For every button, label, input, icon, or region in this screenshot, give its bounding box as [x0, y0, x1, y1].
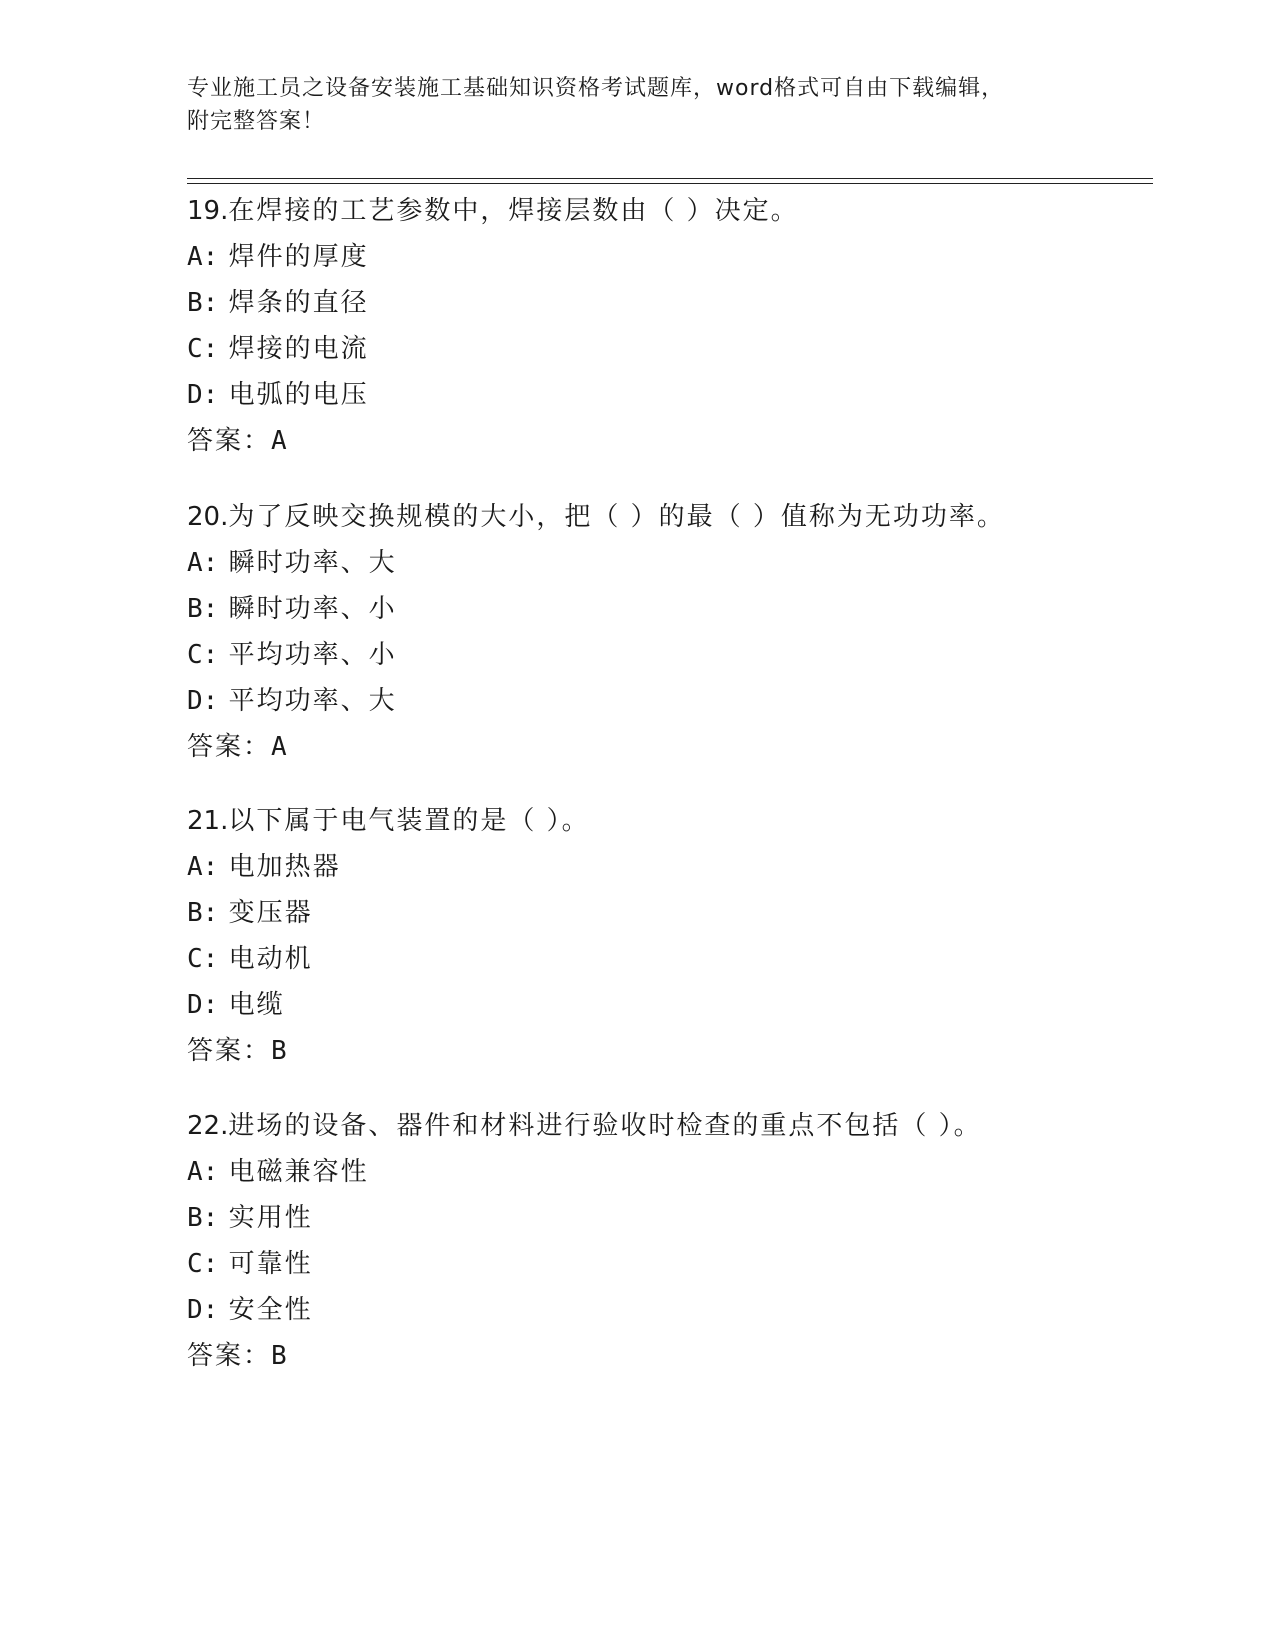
option-letter: A:	[187, 548, 219, 578]
answer-value: A	[271, 426, 289, 456]
option-text: 焊件的厚度	[228, 242, 369, 272]
option-a	[187, 844, 1147, 890]
option-text: 电缆	[228, 990, 285, 1020]
question-block	[187, 188, 1147, 464]
option-d	[187, 1287, 1147, 1333]
option-letter: C:	[187, 640, 219, 670]
option-letter: B:	[187, 898, 219, 928]
question-line	[187, 188, 1147, 234]
question-number: 19.	[187, 196, 229, 226]
header-divider-bottom	[187, 183, 1153, 184]
option-letter: A:	[187, 852, 219, 882]
option-d	[187, 372, 1147, 418]
option-d	[187, 982, 1147, 1028]
option-text: 电弧的电压	[228, 380, 369, 410]
option-text: 瞬时功率、小	[228, 594, 397, 624]
option-letter: A:	[187, 1157, 219, 1187]
option-letter: B:	[187, 288, 219, 318]
header-divider-top	[187, 178, 1153, 179]
question-line	[187, 494, 1147, 540]
option-text: 可靠性	[228, 1249, 313, 1279]
option-c	[187, 632, 1147, 678]
document-header	[187, 72, 1067, 138]
question-number: 20.	[187, 502, 229, 532]
answer-label: 答案：	[187, 1036, 272, 1066]
answer-line	[187, 418, 1147, 464]
option-letter: D:	[187, 990, 219, 1020]
option-c	[187, 936, 1147, 982]
header-line-1: 专业施工员之设备安装施工基础知识资格考试题库，word格式可自由下载编辑，	[187, 76, 1005, 101]
answer-line	[187, 1028, 1147, 1074]
question-text: 以下属于电气装置的是（ ）。	[228, 806, 590, 836]
option-c	[187, 1241, 1147, 1287]
answer-value: B	[271, 1036, 289, 1066]
question-number: 21.	[187, 806, 229, 836]
option-letter: D:	[187, 380, 219, 410]
answer-line	[187, 1333, 1147, 1379]
question-block	[187, 494, 1147, 770]
option-c	[187, 326, 1147, 372]
answer-label: 答案：	[187, 732, 272, 762]
option-a	[187, 234, 1147, 280]
answer-value: A	[271, 732, 289, 762]
option-b	[187, 586, 1147, 632]
question-text: 在焊接的工艺参数中，焊接层数由（ ）决定。	[228, 196, 799, 226]
option-text: 实用性	[228, 1203, 313, 1233]
answer-line	[187, 724, 1147, 770]
option-text: 平均功率、小	[228, 640, 397, 670]
answer-label: 答案：	[187, 426, 272, 456]
option-text: 焊接的电流	[228, 334, 369, 364]
option-b	[187, 890, 1147, 936]
option-letter: D:	[187, 1295, 219, 1325]
option-letter: D:	[187, 686, 219, 716]
question-text: 为了反映交换规模的大小，把（ ）的最（ ）值称为无功功率。	[228, 502, 1005, 532]
header-line-2: 附完整答案！	[187, 109, 326, 134]
option-b	[187, 1195, 1147, 1241]
question-number: 22.	[187, 1111, 229, 1141]
question-line	[187, 1103, 1147, 1149]
option-text: 变压器	[228, 898, 313, 928]
question-block	[187, 1103, 1147, 1379]
option-text: 瞬时功率、大	[228, 548, 397, 578]
option-text: 平均功率、大	[228, 686, 397, 716]
option-letter: C:	[187, 1249, 219, 1279]
option-b	[187, 280, 1147, 326]
option-letter: B:	[187, 594, 219, 624]
option-text: 电动机	[228, 944, 313, 974]
question-text: 进场的设备、器件和材料进行验收时检查的重点不包括（ ）。	[228, 1111, 982, 1141]
option-text: 电加热器	[228, 852, 341, 882]
option-letter: C:	[187, 944, 219, 974]
option-a	[187, 540, 1147, 586]
answer-value: B	[271, 1341, 289, 1371]
answer-label: 答案：	[187, 1341, 272, 1371]
option-letter: B:	[187, 1203, 219, 1233]
question-block	[187, 798, 1147, 1074]
option-letter: A:	[187, 242, 219, 272]
option-text: 安全性	[228, 1295, 313, 1325]
question-line	[187, 798, 1147, 844]
option-letter: C:	[187, 334, 219, 364]
option-text: 电磁兼容性	[228, 1157, 369, 1187]
option-a	[187, 1149, 1147, 1195]
option-d	[187, 678, 1147, 724]
option-text: 焊条的直径	[228, 288, 369, 318]
